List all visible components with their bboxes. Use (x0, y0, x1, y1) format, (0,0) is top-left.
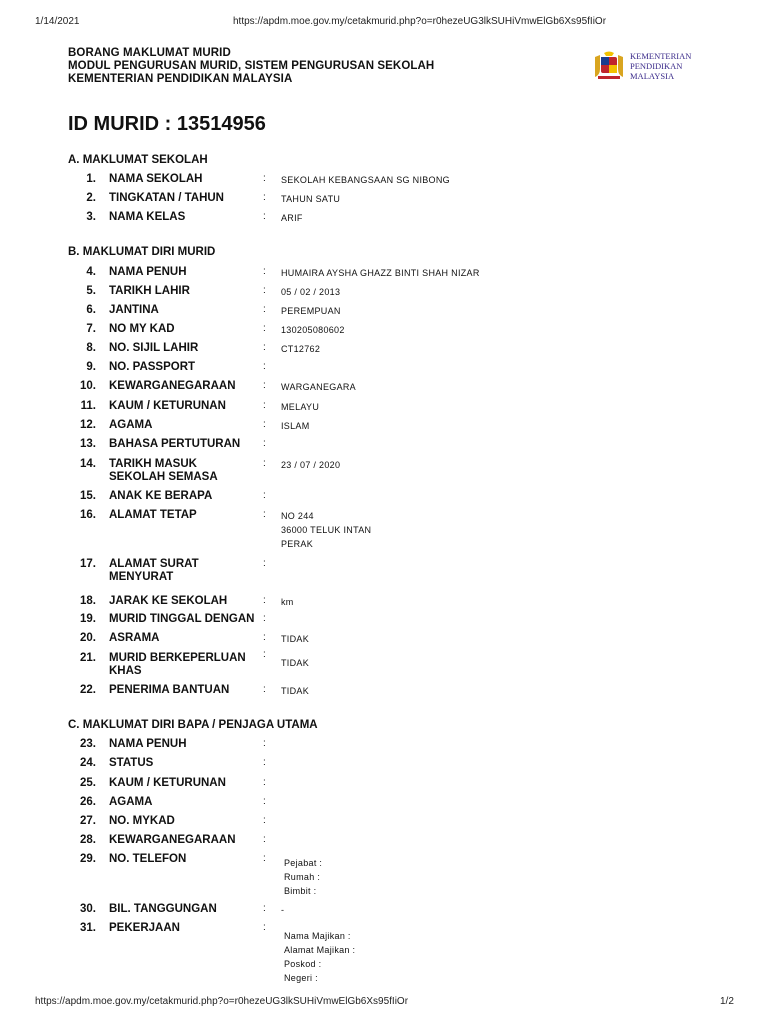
field-number: 22. (80, 684, 96, 696)
field-label: KEWARGANEGARAAN (109, 834, 236, 846)
field-colon: : (263, 595, 266, 606)
field-label: PEKERJAAN (109, 922, 180, 934)
field-colon: : (263, 777, 266, 788)
field-label: NAMA PENUH (109, 266, 187, 278)
ministry-logo (592, 51, 704, 83)
field-label: KAUM / KETURUNAN (109, 777, 226, 789)
field-subline: Pejabat : (284, 858, 323, 868)
field-number: 3. (86, 211, 96, 223)
field-label: JANTINA (109, 304, 159, 316)
field-colon: : (263, 266, 266, 277)
field-label: TARIKH LAHIR (109, 285, 190, 297)
field-value: ISLAM (281, 421, 310, 431)
field-number: 31. (80, 922, 96, 934)
field-label: KAUM / KETURUNAN (109, 400, 226, 412)
field-colon: : (263, 684, 266, 695)
field-label: NAMA PENUH (109, 738, 187, 750)
field-number: 26. (80, 796, 96, 808)
field-colon: : (263, 380, 266, 391)
field-number: 17. (80, 558, 96, 570)
field-number: 19. (80, 613, 96, 625)
field-subline: Alamat Majikan : (284, 945, 356, 955)
field-subline: Nama Majikan : (284, 931, 351, 941)
field-number: 23. (80, 738, 96, 750)
field-number: 24. (80, 757, 96, 769)
field-label: KHAS (109, 665, 142, 677)
field-colon: : (263, 903, 266, 914)
field-value: SEKOLAH KEBANGSAAN SG NIBONG (281, 175, 450, 185)
field-value: TAHUN SATU (281, 194, 341, 204)
field-value: MELAYU (281, 402, 320, 412)
field-value: HUMAIRA AYSHA GHAZZ BINTI SHAH NIZAR (281, 268, 480, 278)
field-label: PENERIMA BANTUAN (109, 684, 230, 696)
field-value: TIDAK (281, 658, 310, 668)
field-colon: : (263, 361, 266, 372)
field-number: 28. (80, 834, 96, 846)
field-label: BAHASA PERTUTURAN (109, 438, 241, 450)
field-number: 16. (80, 509, 96, 521)
field-colon: : (263, 796, 266, 807)
logo-line-1: KEMENTERIAN (630, 51, 692, 61)
field-number: 2. (86, 192, 96, 204)
field-number: 5. (86, 285, 96, 297)
field-label: MURID TINGGAL DENGAN (109, 613, 255, 625)
field-value: PERAK (281, 539, 314, 549)
field-colon: : (263, 649, 266, 660)
field-value: WARGANEGARA (281, 382, 356, 392)
field-colon: : (263, 323, 266, 334)
field-colon: : (263, 400, 266, 411)
field-label: ALAMAT SURAT (109, 558, 199, 570)
field-number: 14. (80, 458, 96, 470)
field-number: 6. (86, 304, 96, 316)
field-label: NO. MYKAD (109, 815, 175, 827)
section-b-heading: B. MAKLUMAT DIRI MURID (68, 246, 216, 258)
field-value: 36000 TELUK INTAN (281, 525, 372, 535)
field-number: 7. (86, 323, 96, 335)
field-label: KEWARGANEGARAAN (109, 380, 236, 392)
field-colon: : (263, 738, 266, 749)
field-label: TINGKATAN / TAHUN (109, 192, 224, 204)
field-value: 23 / 07 / 2020 (281, 460, 341, 470)
field-value: 05 / 02 / 2013 (281, 287, 341, 297)
print-date: 1/14/2021 (35, 16, 80, 27)
field-colon: : (263, 558, 266, 569)
field-number: 29. (80, 853, 96, 865)
field-label: MURID BERKEPERLUAN (109, 652, 246, 664)
field-colon: : (263, 304, 266, 315)
field-colon: : (263, 815, 266, 826)
field-colon: : (263, 509, 266, 520)
field-number: 11. (80, 400, 96, 412)
field-number: 9. (86, 361, 96, 373)
module-title: MODUL PENGURUSAN MURID, SISTEM PENGURUSAN SEKOLAH (68, 60, 435, 72)
field-label: NO. PASSPORT (109, 361, 196, 373)
field-number: 18. (80, 595, 96, 607)
field-value: ARIF (281, 213, 303, 223)
field-label: NO. TELEFON (109, 853, 187, 865)
field-value: CT12762 (281, 344, 321, 354)
field-subline: Bimbit : (284, 886, 317, 896)
field-label: ASRAMA (109, 632, 160, 644)
field-number: 1. (86, 173, 96, 185)
section-c-heading: C. MAKLUMAT DIRI BAPA / PENJAGA UTAMA (68, 719, 318, 731)
logo-line-2: PENDIDIKAN (630, 61, 683, 71)
field-subline: Negeri : (284, 973, 318, 983)
field-subline: Poskod : (284, 959, 322, 969)
field-number: 20. (80, 632, 96, 644)
field-label: SEKOLAH SEMASA (109, 471, 218, 483)
field-label: JARAK KE SEKOLAH (109, 595, 228, 607)
field-number: 4. (86, 266, 96, 278)
field-label: NO. SIJIL LAHIR (109, 342, 199, 354)
field-colon: : (263, 490, 266, 501)
jata-negara-icon (592, 51, 626, 81)
field-number: 12. (80, 419, 96, 431)
field-value: 130205080602 (281, 325, 345, 335)
footer-url[interactable]: https://apdm.moe.gov.my/cetakmurid.php?o=r0hezeUG3lkSUHiVmwElGb6Xs95fIiOr (35, 996, 409, 1007)
field-colon: : (263, 632, 266, 643)
form-title: BORANG MAKLUMAT MURID (68, 47, 231, 59)
field-colon: : (263, 419, 266, 430)
field-label: STATUS (109, 757, 154, 769)
field-number: 8. (86, 342, 96, 354)
field-number: 21. (80, 652, 96, 664)
ministry-title: KEMENTERIAN PENDIDIKAN MALAYSIA (68, 73, 293, 85)
field-colon: : (263, 613, 266, 624)
student-id-title: ID MURID : 13514956 (68, 113, 266, 135)
field-colon: : (263, 192, 266, 203)
field-colon: : (263, 285, 266, 296)
field-label: NO MY KAD (109, 323, 175, 335)
field-value: PEREMPUAN (281, 306, 341, 316)
field-value: TIDAK (281, 634, 310, 644)
field-subline: Rumah : (284, 872, 321, 882)
logo-line-3: MALAYSIA (630, 71, 675, 81)
field-number: 13. (80, 438, 96, 450)
field-colon: : (263, 211, 266, 222)
field-colon: : (263, 853, 266, 864)
field-colon: : (263, 438, 266, 449)
field-value: TIDAK (281, 686, 310, 696)
print-url[interactable]: https://apdm.moe.gov.my/cetakmurid.php?o=r0hezeUG3lkSUHiVmwElGb6Xs95fIiOr (233, 16, 607, 27)
field-label: ANAK KE BERAPA (109, 490, 213, 502)
field-label: ALAMAT TETAP (109, 509, 197, 521)
field-colon: : (263, 342, 266, 353)
field-colon: : (263, 757, 266, 768)
field-value: NO 244 (281, 511, 314, 521)
field-label: NAMA KELAS (109, 211, 186, 223)
field-value: km (281, 597, 294, 607)
field-colon: : (263, 458, 266, 469)
field-label: TARIKH MASUK (109, 458, 197, 470)
field-label: MENYURAT (109, 571, 174, 583)
field-label: BIL. TANGGUNGAN (109, 903, 217, 915)
field-colon: : (263, 922, 266, 933)
field-number: 10. (80, 380, 96, 392)
page-number: 1/2 (720, 996, 734, 1007)
field-colon: : (263, 173, 266, 184)
section-a-heading: A. MAKLUMAT SEKOLAH (68, 154, 208, 166)
field-colon: : (263, 834, 266, 845)
field-number: 30. (80, 903, 96, 915)
field-label: NAMA SEKOLAH (109, 173, 203, 185)
field-number: 27. (80, 815, 96, 827)
field-number: 15. (80, 490, 96, 502)
field-number: 25. (80, 777, 96, 789)
field-value: - (281, 905, 285, 915)
field-label: AGAMA (109, 796, 153, 808)
field-label: AGAMA (109, 419, 153, 431)
